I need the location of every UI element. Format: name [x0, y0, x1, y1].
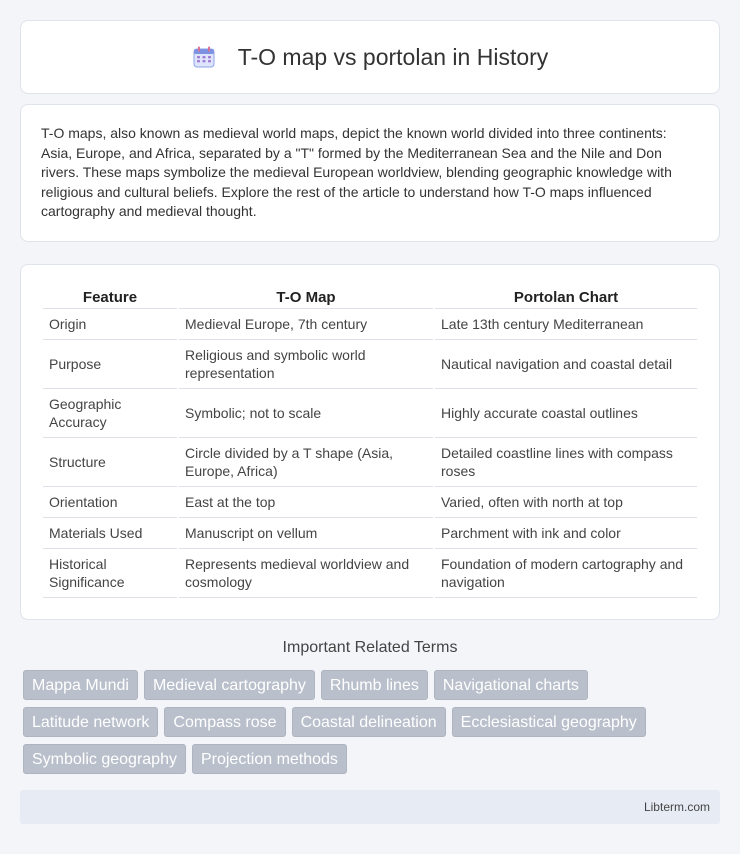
comparison-table-card — [20, 264, 720, 620]
tag-rhumb-lines[interactable]: Rhumb lines — [321, 670, 428, 700]
table-cell: Historical Significance — [43, 549, 177, 598]
table-row — [43, 487, 697, 518]
table-row — [43, 438, 697, 487]
related-terms-tags — [20, 670, 720, 774]
table-cell: Circle divided by a T shape (Asia, Europe, Africa) — [179, 438, 433, 487]
comparison-table — [41, 285, 699, 598]
table-cell: East at the top — [179, 487, 433, 518]
table-row — [43, 340, 697, 389]
tag-latitude-network[interactable]: Latitude network — [23, 707, 158, 737]
footer — [20, 790, 720, 824]
tag-medieval-cartography[interactable]: Medieval cartography — [144, 670, 315, 700]
tag-navigational-charts[interactable]: Navigational charts — [434, 670, 588, 700]
calendar-icon — [192, 45, 216, 69]
table-cell: Structure — [43, 438, 177, 487]
column-header-portolan: Portolan Chart — [435, 285, 697, 309]
table-cell: Origin — [43, 309, 177, 340]
page-title: T-O map vs portolan in History — [237, 43, 549, 70]
tag-mappa-mundi[interactable]: Mappa Mundi — [23, 670, 138, 700]
table-cell: Orientation — [43, 487, 177, 518]
tag-compass-rose[interactable]: Compass rose — [164, 707, 285, 737]
table-cell: Foundation of modern cartography and navigation — [435, 549, 697, 598]
table-cell: Manuscript on vellum — [179, 518, 433, 549]
related-terms-section — [20, 639, 720, 774]
table-cell: Nautical navigation and coastal detail — [435, 340, 697, 389]
table-cell: Purpose — [43, 340, 177, 389]
table-cell: Symbolic; not to scale — [179, 389, 433, 438]
table-cell: Represents medieval worldview and cosmology — [179, 549, 433, 598]
column-header-to-map: T-O Map — [179, 285, 433, 309]
table-row — [43, 389, 697, 438]
table-cell: Religious and symbolic world representation — [179, 340, 433, 389]
table-cell: Late 13th century Mediterranean — [435, 309, 697, 340]
tag-symbolic-geography[interactable]: Symbolic geography — [23, 744, 186, 774]
table-cell: Geographic Accuracy — [43, 389, 177, 438]
column-header-feature: Feature — [43, 285, 177, 309]
table-row — [43, 518, 697, 549]
table-row — [43, 549, 697, 598]
intro-text: T-O maps, also known as medieval world maps, depict the known world divided into three continents: Asia, Europe, and Africa, separated by a "T" formed by the Mediterranean Sea and the Nile and Don rivers. These maps symbolize the medieval European worldview, blending geographic knowledge with religious and cultural beliefs. Explore the rest of the article to understand how T-O maps influenced cartography and medieval thought. — [41, 125, 672, 219]
tag-coastal-delineation[interactable]: Coastal delineation — [292, 707, 446, 737]
table-cell: Materials Used — [43, 518, 177, 549]
table-cell: Parchment with ink and color — [435, 518, 697, 549]
tag-projection-methods[interactable]: Projection methods — [192, 744, 347, 774]
header-card — [20, 20, 720, 94]
intro-card — [20, 104, 720, 242]
table-header-row — [43, 285, 697, 309]
related-terms-title: Important Related Terms — [282, 639, 458, 656]
tag-ecclesiastical-geography[interactable]: Ecclesiastical geography — [452, 707, 646, 737]
table-cell: Varied, often with north at top — [435, 487, 697, 518]
table-cell: Highly accurate coastal outlines — [435, 389, 697, 438]
table-cell: Medieval Europe, 7th century — [179, 309, 433, 340]
table-row — [43, 309, 697, 340]
table-cell: Detailed coastline lines with compass roses — [435, 438, 697, 487]
footer-site-link[interactable]: Libterm.com — [643, 800, 710, 814]
